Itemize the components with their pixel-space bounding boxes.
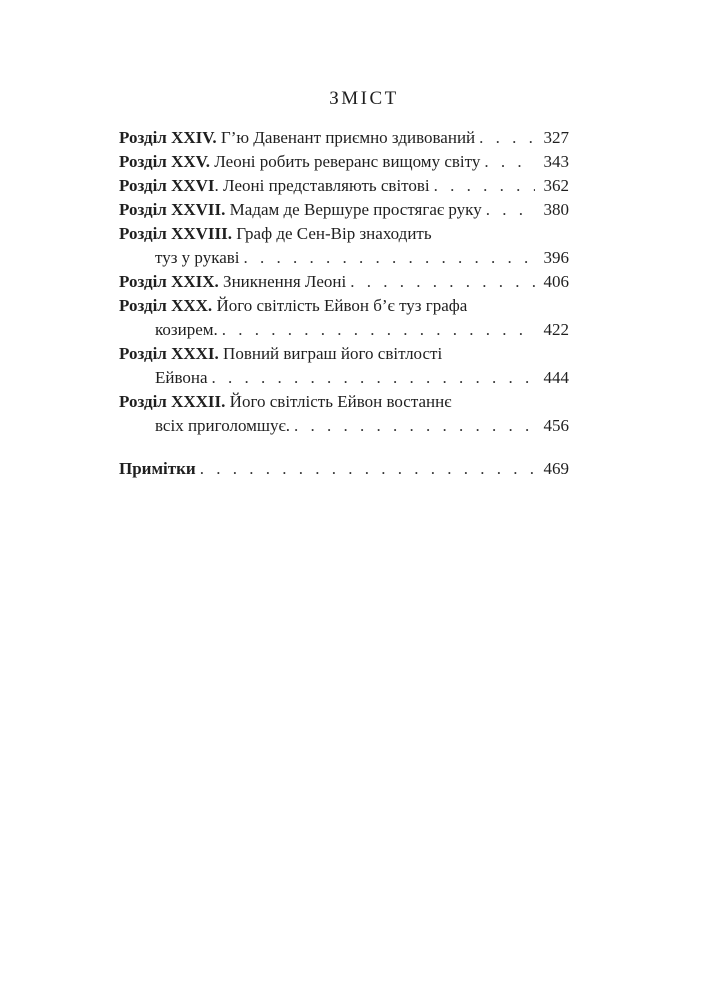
dot-leader — [244, 246, 536, 270]
toc-entry[interactable] — [119, 174, 569, 198]
chapter-title: . Леоні представляють світові — [214, 176, 430, 195]
toc-entry[interactable] — [119, 390, 569, 438]
page-number: 469 — [543, 459, 569, 478]
dot-leader — [350, 270, 535, 294]
page-number: 343 — [543, 152, 569, 171]
chapter-label: Розділ XXVI — [119, 176, 215, 195]
table-of-contents — [119, 126, 569, 481]
toc-title: ЗМІСТ — [329, 88, 399, 109]
chapter-title-continued: козирем. — [155, 320, 218, 339]
chapter-title: Граф де Сен-Вір знаходить — [236, 224, 432, 243]
toc-entry[interactable] — [119, 126, 569, 150]
chapter-title: Мадам де Вершуре простягає руку — [229, 200, 482, 219]
chapter-label: Розділ XXV. — [119, 152, 210, 171]
page-number: 422 — [543, 320, 569, 339]
chapter-title: Повний виграш його світлості — [223, 344, 443, 363]
chapter-label: Розділ XXIV. — [119, 128, 217, 147]
dot-leader — [294, 414, 535, 438]
chapter-label: Розділ XXX. — [119, 296, 213, 315]
chapter-label: Розділ XXVII. — [119, 200, 226, 219]
chapter-label: Розділ XXIX. — [119, 272, 219, 291]
chapter-label: Розділ XXVIII. — [119, 224, 233, 243]
toc-entry[interactable] — [119, 294, 569, 342]
dot-leader — [222, 318, 535, 342]
dot-leader — [484, 150, 535, 174]
page-number: 456 — [543, 416, 569, 435]
page-number: 327 — [543, 128, 569, 147]
chapter-title: Його світлість Ейвон б’є туз графа — [216, 296, 468, 315]
dot-leader — [434, 174, 535, 198]
chapter-title-continued: туз у рукаві — [155, 248, 240, 267]
toc-entry[interactable] — [119, 222, 569, 270]
dot-leader — [486, 198, 535, 222]
chapter-title: Зникнення Леоні — [223, 272, 347, 291]
chapter-label: Розділ XXXII. — [119, 392, 226, 411]
chapter-title: Його світлість Ейвон востаннє — [229, 392, 452, 411]
chapter-title-continued: всіх приголомшує. — [155, 416, 291, 435]
chapter-title: Г’ю Давенант приємно здивований — [220, 128, 476, 147]
chapter-title: Леоні робить реверанс вищому світу — [214, 152, 481, 171]
page-number: 396 — [543, 248, 569, 267]
toc-entry-notes[interactable] — [119, 457, 569, 481]
page-number: 406 — [543, 272, 569, 291]
page-number: 362 — [543, 176, 569, 195]
dot-leader — [212, 366, 535, 390]
chapter-label: Розділ XXXI. — [119, 344, 219, 363]
dot-leader — [200, 457, 535, 481]
page-number: 444 — [543, 368, 569, 387]
toc-entry[interactable] — [119, 150, 569, 174]
toc-entry[interactable] — [119, 342, 569, 390]
page-number: 380 — [543, 200, 569, 219]
toc-entry[interactable] — [119, 198, 569, 222]
dot-leader — [479, 126, 535, 150]
notes-label: Примітки — [119, 459, 196, 478]
chapter-title-continued: Ейвона — [155, 368, 208, 387]
toc-entry[interactable] — [119, 270, 569, 294]
